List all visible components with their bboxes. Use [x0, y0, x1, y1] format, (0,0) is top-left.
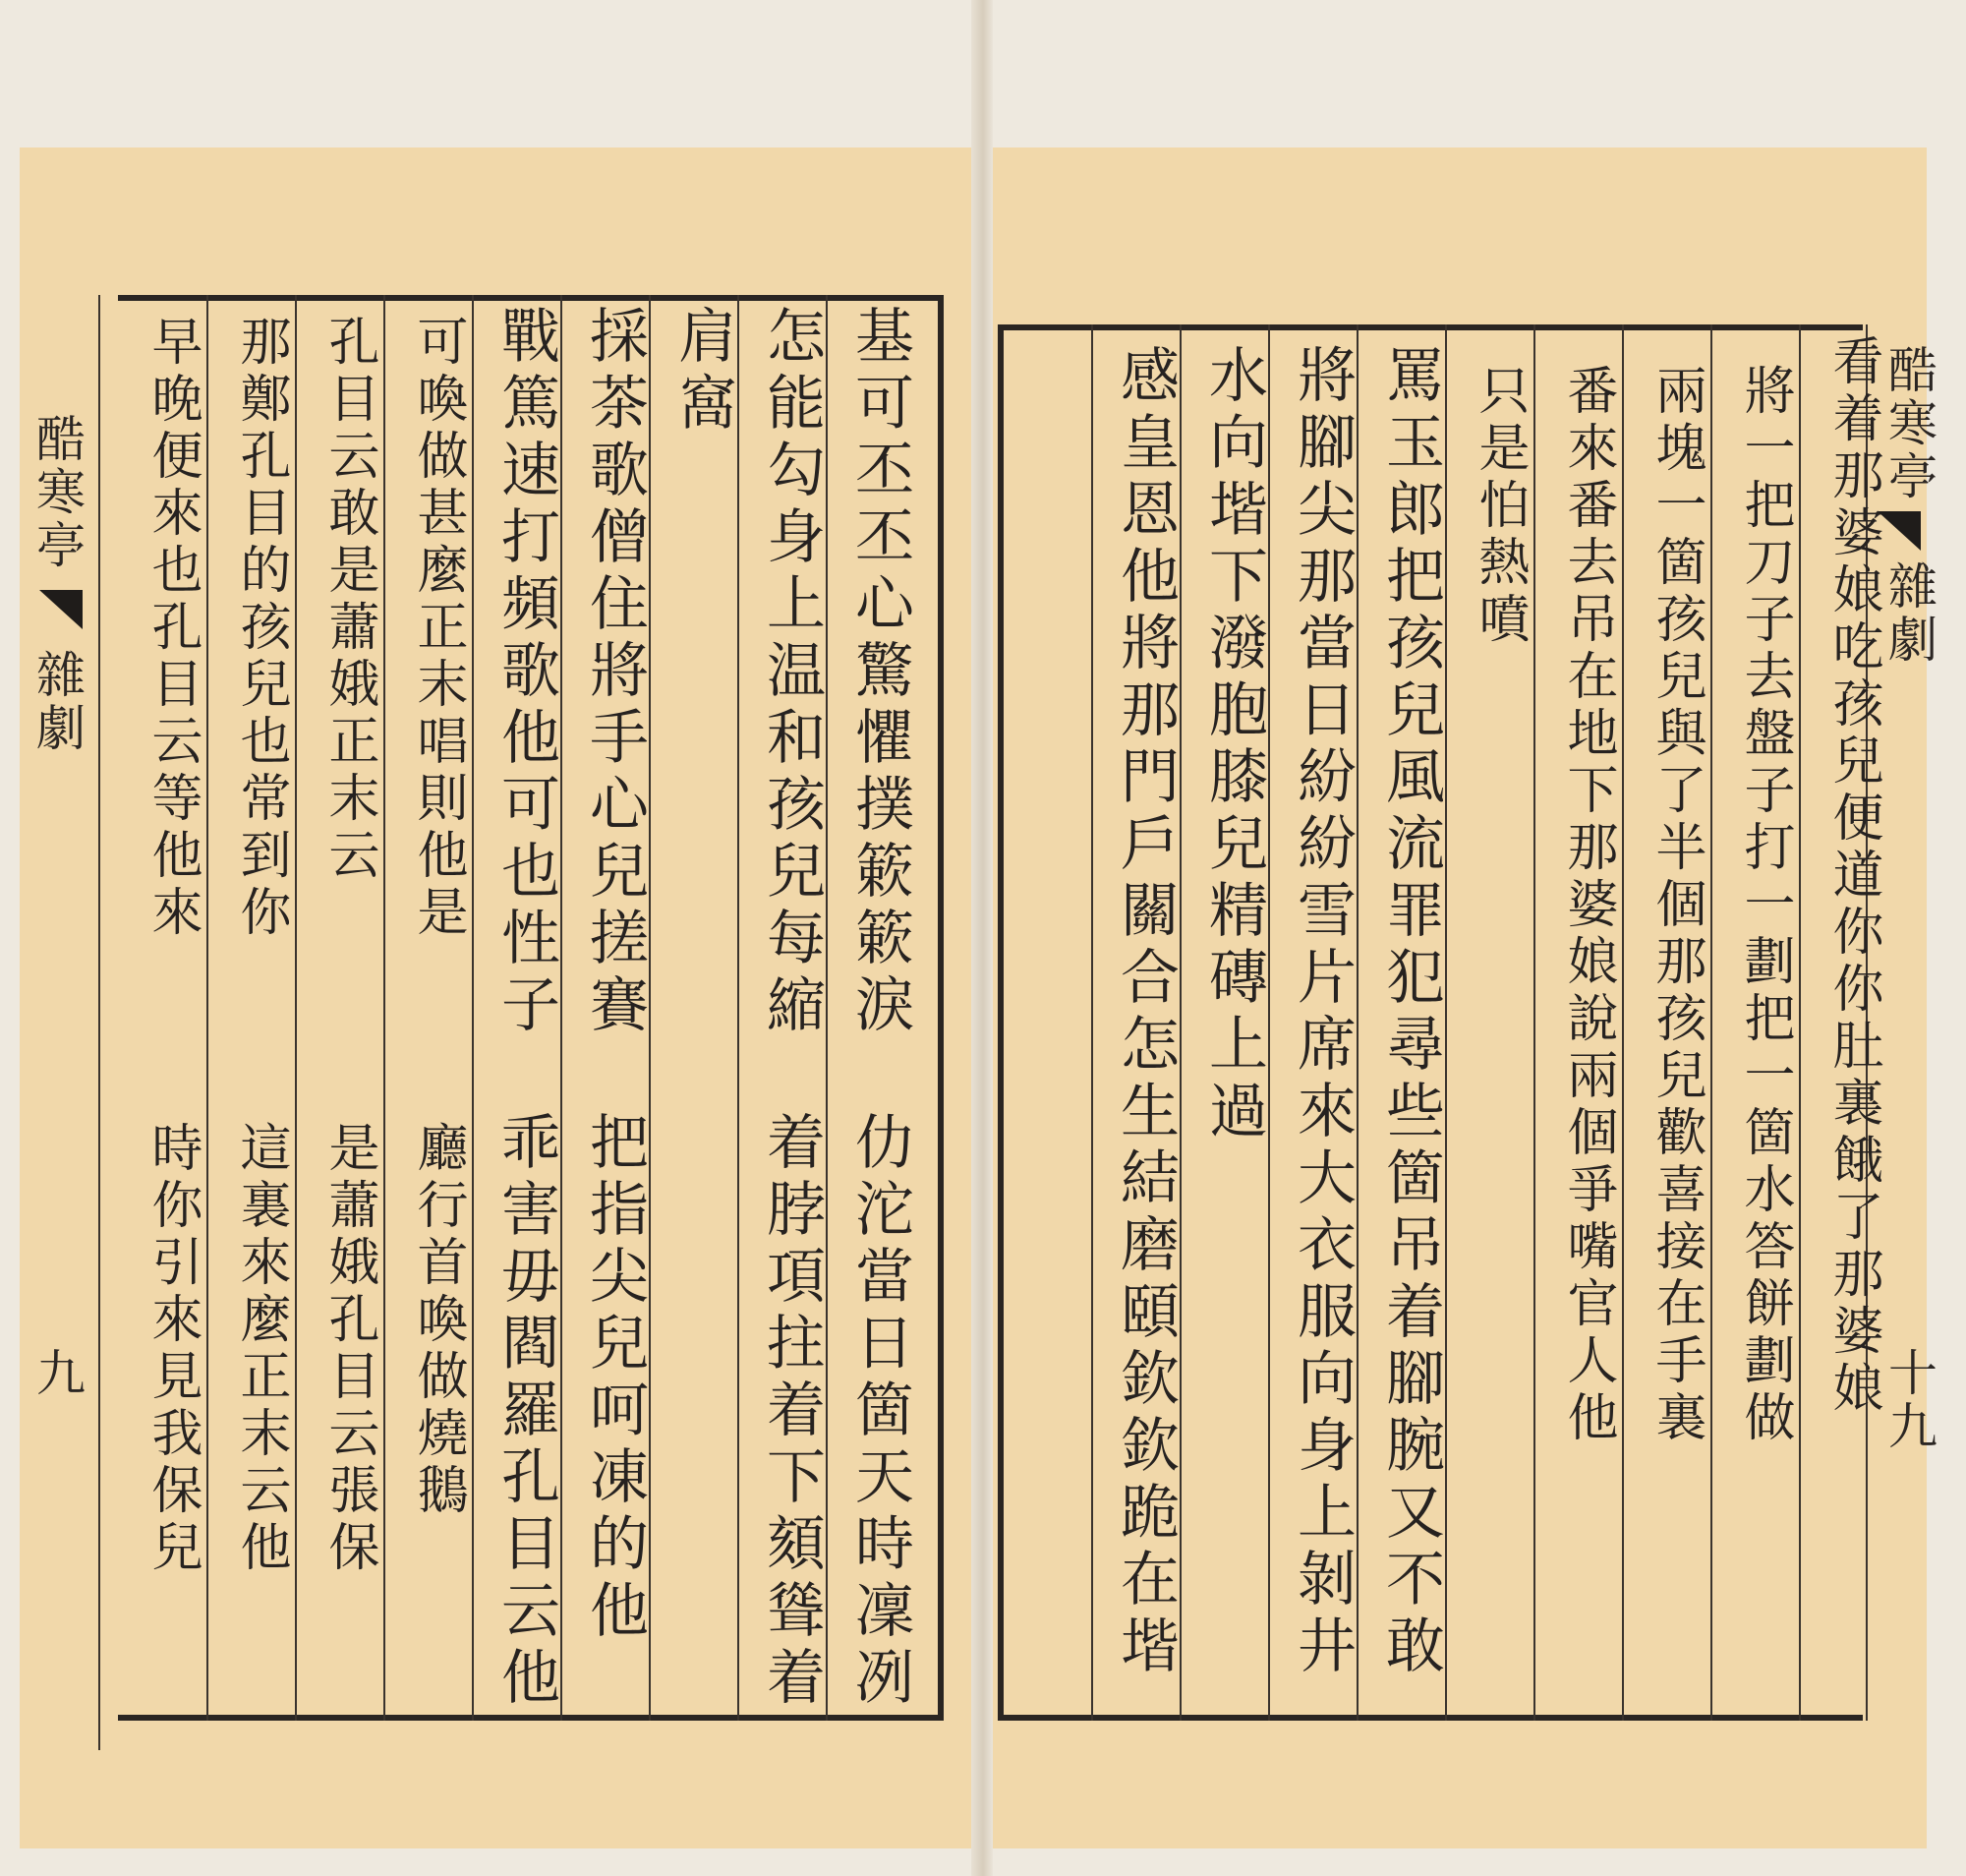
left-column-6-lower: 廳行首喚做燒鵝 — [408, 1121, 467, 1520]
left-fold-rule — [98, 295, 100, 1750]
left-column-4: 採茶歌僧住將手心兒搓賽 — [580, 305, 649, 1040]
left-rule — [737, 295, 739, 1721]
right-column-3: 兩塊一箇孩兒與了半個那孩兒歡喜接在手裏 — [1647, 364, 1706, 1447]
left-column-7-lower: 是蕭娥孔目云張保 — [319, 1121, 378, 1577]
left-column-8-lower: 這裏來麼正末云他 — [231, 1121, 290, 1577]
left-margin-page: 九 — [29, 1347, 86, 1400]
right-rule — [1091, 324, 1093, 1721]
left-column-2: 怎能勾身上温和孩兒每縮 — [757, 305, 826, 1040]
left-column-2-lower: 着脖項拄着下頦聳着 — [757, 1111, 826, 1713]
right-column-7: 將腳尖那當日紛紛雪片席來大衣服向身上剝井 — [1288, 344, 1357, 1681]
left-column-5-lower: 乖害毋閻羅孔目云他 — [492, 1111, 560, 1713]
right-column-1: 看着那婆娘吃孩兒便道你你肚裏餓了那婆娘 — [1823, 334, 1882, 1418]
right-column-6: 罵玉郎把孩兒風流罪犯尋些箇吊着腳腕又不敢 — [1376, 344, 1445, 1681]
right-margin-page: 十九 — [1880, 1347, 1937, 1453]
left-margin-section: 雜劇 — [29, 649, 86, 755]
book-spine — [971, 0, 995, 1876]
left-column-5: 戰篤速打頻歌他可也性子 — [492, 305, 560, 1040]
right-column-8: 水向堦下潑胞膝兒精磚上過 — [1199, 344, 1268, 1146]
left-column-4-lower: 把指尖兒呵凍的他 — [580, 1111, 649, 1646]
right-column-9: 感皇恩他將那門戶關合怎生結磨頤欽欽跪在堦 — [1111, 344, 1180, 1681]
left-column-1-lower: 仂沱當日箇天時凜冽 — [845, 1111, 914, 1713]
left-margin-title: 酷寒亭 — [29, 413, 86, 572]
left-column-8: 那鄭孔目的孩兒也常到你 — [231, 315, 290, 942]
left-column-3: 肩窩 — [668, 305, 737, 439]
right-margin-title: 酷寒亭 — [1880, 344, 1937, 503]
left-column-6: 可喚做甚麼正末唱則他是 — [408, 315, 467, 942]
right-column-2: 將一把刀子去盤子打一劃把一箇水答餅劃做 — [1735, 364, 1794, 1447]
right-column-5: 只是怕熱噴 — [1470, 364, 1529, 649]
left-column-9-lower: 時你引來見我保兒 — [143, 1121, 202, 1577]
left-column-7: 孔目云敢是蕭娥正末云 — [319, 315, 378, 885]
left-column-1: 基可丕丕心驚懼撲簌簌淚 — [845, 305, 914, 1040]
right-margin-section: 雜劇 — [1880, 560, 1937, 667]
right-column-4: 番來番去吊在地下那婆娘說兩個爭嘴官人他 — [1558, 364, 1617, 1447]
left-column-9: 早晚便來也孔目云等他來 — [143, 315, 202, 942]
